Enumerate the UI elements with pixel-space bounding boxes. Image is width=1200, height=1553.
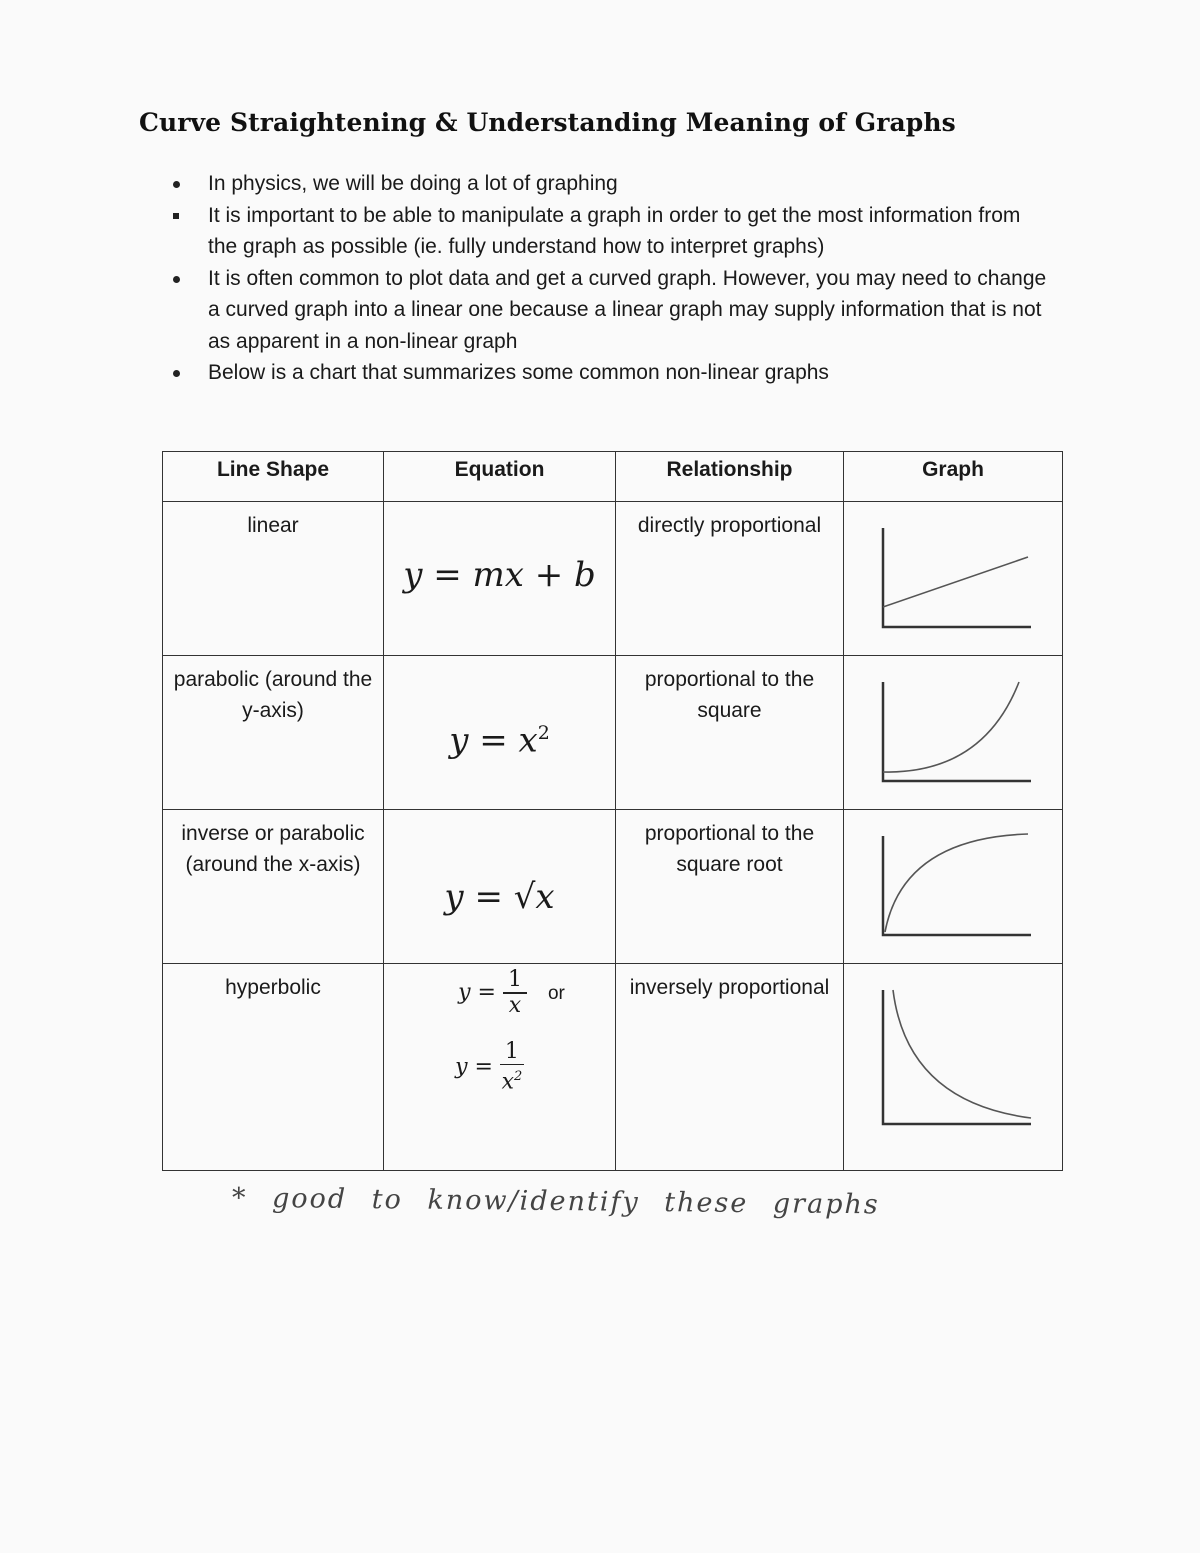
header-equation: Equation	[384, 452, 616, 502]
header-relationship: Relationship	[616, 452, 844, 502]
equation-linear: y = mx + b	[403, 555, 596, 595]
relationship-cell: proportional to the square	[616, 656, 844, 810]
line-shape-cell: linear	[163, 502, 384, 656]
bullet-icon	[173, 370, 180, 377]
graph-cell	[844, 964, 1063, 1171]
equation-cell	[384, 656, 616, 810]
hyperbola-graph-icon	[873, 982, 1033, 1132]
table-row	[163, 656, 1063, 810]
relationship-cell: inversely proportional	[616, 964, 844, 1171]
table-row	[163, 964, 1063, 1171]
table-header-row	[163, 452, 1063, 502]
header-line-shape: Line Shape	[163, 452, 384, 502]
line-shape-cell: parabolic (around the y-axis)	[163, 656, 384, 810]
linear-graph-icon	[873, 520, 1033, 635]
list-item: It is important to be able to manipulate a graph in order to get the most information from the graph as possible (ie. fully understand how to interpret graphs)	[170, 200, 1050, 263]
parabola-graph-icon	[873, 674, 1033, 789]
list-item: In physics, we will be doing a lot of graphing	[170, 168, 1050, 200]
equation-inverse: y = $\frac{1}{x}$ or	[458, 967, 565, 1018]
sqrt-graph-icon	[873, 828, 1033, 943]
header-graph: Graph	[844, 452, 1063, 502]
equation-cell	[384, 810, 616, 964]
bullet-icon	[173, 181, 180, 188]
page-title: Curve Straightening & Understanding Meaning of Graphs	[139, 108, 956, 137]
line-shape-cell: hyperbolic	[163, 964, 384, 1171]
graph-cell	[844, 502, 1063, 656]
equation-inverse-square: y = $\frac{1}{x^2}$	[455, 1038, 523, 1095]
graph-cell	[844, 656, 1063, 810]
graph-summary-table	[162, 451, 1063, 1171]
list-item: It is often common to plot data and get a curved graph. However, you may need to change a curved graph into a linear one because a linear graph may supply information that is not as apparent in a non-linear graph	[170, 263, 1050, 358]
equation-sqrt: y = √x	[444, 877, 555, 917]
handwritten-note: * good to know/identify these graphs	[231, 1182, 880, 1221]
graph-cell	[844, 810, 1063, 964]
equation-cell	[384, 502, 616, 656]
table-row	[163, 502, 1063, 656]
line-shape-cell: inverse or parabolic (around the x-axis)	[163, 810, 384, 964]
equation-parabola: $y = x^2$	[449, 720, 550, 761]
relationship-cell: directly proportional	[616, 502, 844, 656]
relationship-cell: proportional to the square root	[616, 810, 844, 964]
intro-bullet-list	[170, 168, 1050, 389]
bullet-icon	[173, 276, 180, 283]
list-item: Below is a chart that summarizes some common non-linear graphs	[170, 357, 1050, 389]
equation-cell	[384, 964, 616, 1171]
bullet-icon	[173, 213, 179, 219]
table-row	[163, 810, 1063, 964]
